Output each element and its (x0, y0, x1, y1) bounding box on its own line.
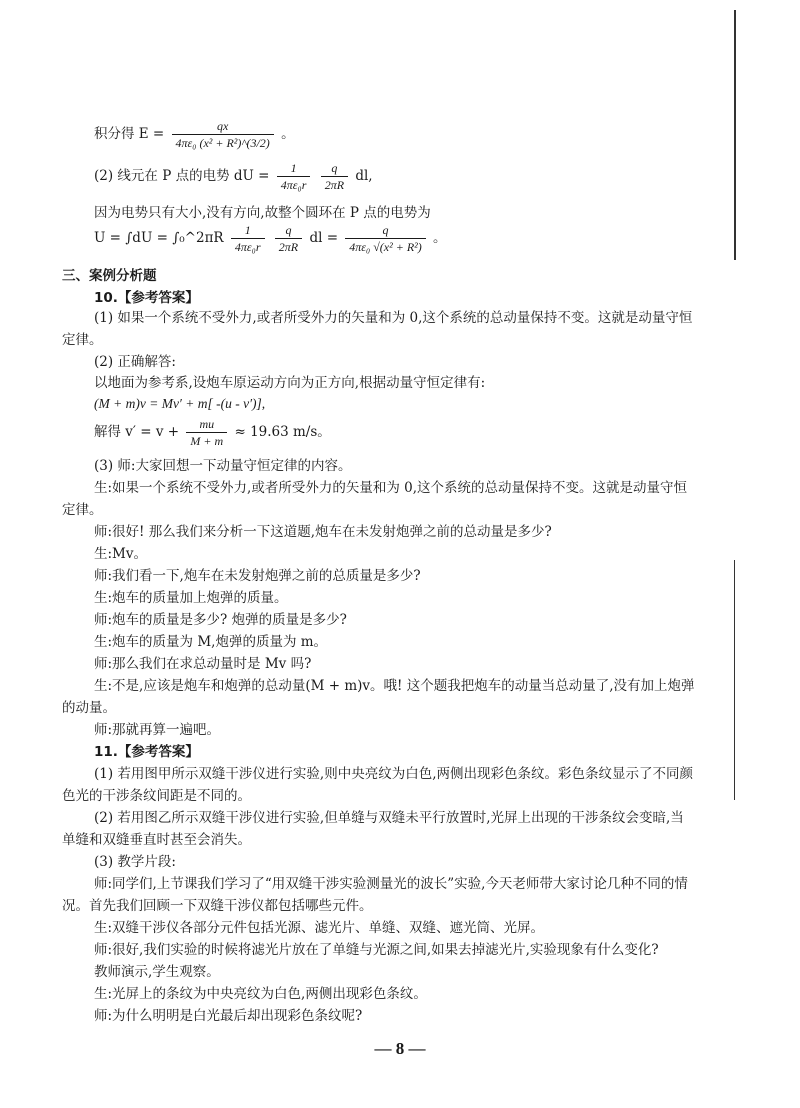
dialogue-line: 师:炮车的质量是多少? 炮弹的质量是多少? (94, 612, 347, 628)
q11-line: (3) 教学片段: (94, 854, 176, 870)
dialogue-line: 师:我们看一下,炮车在未发射炮弹之前的总质量是多少? (94, 568, 421, 584)
q11-line: 教师演示,学生观察。 (94, 964, 220, 980)
dialogue-line: 生:炮车的质量为 M,炮弹的质量为 m。 (94, 634, 328, 650)
q10-paragraph-2: (2) 正确解答: (94, 354, 176, 370)
dialogue-line: 生:不是,应该是炮车和炮弹的总动量(M + m)v。哦! 这个题我把炮车的动量当总动量了,没有加上炮弹 (94, 678, 695, 694)
question-11-title: 11.【参考答案】 (94, 744, 199, 760)
page-number: — 8 — (374, 1039, 426, 1058)
q10-paragraph-1a: (1) 如果一个系统不受外力,或者所受外力的矢量和为 0,这个系统的总动量保持不变。这就是动量守恒 (94, 310, 693, 326)
q11-line: 师:同学们,上节课我们学习了“用双缝干涉实验测量光的波长”实验,今天老师带大家讨论几种不同的情 (94, 876, 688, 892)
q11-line: 生:双缝干涉仪各部分元件包括光源、滤光片、单缝、双缝、遮光筒、光屏。 (94, 920, 545, 936)
dialogue-line: 师:很好! 那么我们来分析一下这道题,炮车在未发射炮弹之前的总动量是多少? (94, 524, 552, 540)
margin-line-bottom (734, 560, 735, 800)
q11-line: (2) 若用图乙所示双缝干涉仪进行实验,但单缝与双缝未平行放置时,光屏上出现的干涉条纹会变暗,当 (94, 810, 684, 826)
equation-dU: (2) 线元在 P 点的电势 dU = $\frac{1}{\text{4πε₀r}}$ $\frac{q}{2\pi R}$ dl, (94, 161, 373, 192)
dialogue-line: 师:那就再算一遍吧。 (94, 722, 221, 738)
q11-line: (1) 若用图甲所示双缝干涉仪进行实验,则中央亮纹为白色,两侧出现彩色条纹。彩色条纹显示了不同颜 (94, 766, 693, 782)
q11-line: 师:很好,我们实验的时候将滤光片放在了单缝与光源之间,如果去掉滤光片,实验现象有什么变化? (94, 942, 659, 958)
section-heading: 三、案例分析题 (62, 268, 157, 284)
dialogue-line: 定律。 (62, 502, 103, 518)
q11-line: 色光的干涉条纹间距是不同的。 (62, 788, 251, 804)
dialogue-line: 的动量。 (62, 700, 116, 716)
margin-line-top (734, 10, 736, 260)
q10-paragraph-1b: 定律。 (62, 332, 103, 348)
dialogue-line: (3) 师:大家回想一下动量守恒定律的内容。 (94, 458, 352, 474)
dialogue-line: 生:如果一个系统不受外力,或者所受外力的矢量和为 0,这个系统的总动量保持不变。这就是动量守恒 (94, 480, 688, 496)
equation-v-prime: 解得 v′ = v + $\frac{mu}{M + m}$ ≈ 19.63 m/s。 (94, 417, 331, 448)
q11-line: 生:光屏上的条纹为中央亮纹为白色,两侧出现彩色条纹。 (94, 986, 427, 1002)
dialogue-line: 师:那么我们在求总动量时是 Mv 吗? (94, 656, 312, 672)
q11-line: 单缝和双缝垂直时甚至会消失。 (62, 832, 251, 848)
equation-field-E: 积分得 E = $\frac{qx}{\text{4πε₀ (x² + R²)\textasciicircum{}(3/2)}}$ 。 (94, 119, 295, 150)
question-10-title: 10.【参考答案】 (94, 290, 199, 306)
q11-line: 况。首先我们回顾一下双缝干涉仪都包括哪些元件。 (62, 898, 373, 914)
equation-U: U = ∫dU = ∫₀^2πR $\frac{1}{\text{4πε₀r}}$ $\frac{q}{2\pi R}$ dl = $\frac{q}{\text{4πε₀ √(x² + R²)}}$ 。 (94, 223, 447, 254)
dialogue-line: 生:Mv。 (94, 546, 147, 562)
q10-reference-frame: 以地面为参考系,设炮车原运动方向为正方向,根据动量守恒定律有: (94, 375, 486, 391)
q10-momentum-equation: (M + m)v = Mv′ + m[ -(u - v′)], (94, 396, 266, 411)
potential-intro: 因为电势只有大小,没有方向,故整个圆环在 P 点的电势为 (94, 205, 431, 221)
dialogue-line: 生:炮车的质量加上炮弹的质量。 (94, 590, 288, 606)
q11-line: 师:为什么明明是白光最后却出现彩色条纹呢? (94, 1008, 363, 1024)
